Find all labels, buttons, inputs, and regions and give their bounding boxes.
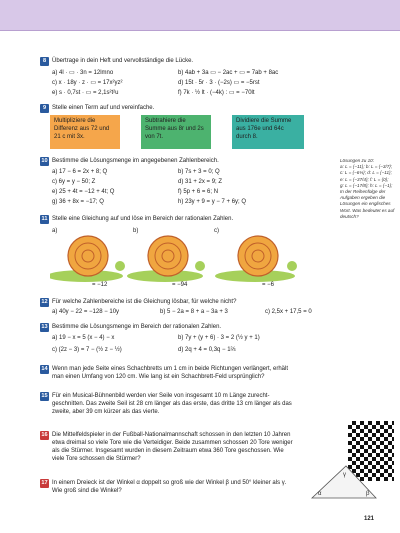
- exercise-8-item-b: b) 4ab + 3a ▭ − 2ac + ▭ = 7ab + 8ac: [178, 70, 279, 76]
- exercise-13-item-d: d) 2q + 4 = 0,3q − 1⅔: [178, 347, 236, 353]
- exercise-10-number: 10: [41, 158, 48, 164]
- exercise-8-number: 8: [40, 57, 49, 66]
- exercise-10-item-a: a) 17 − 6 = 2x + 8; Q: [52, 169, 108, 175]
- page-number: 121: [363, 515, 374, 522]
- exercise-9-title: Stelle einen Term auf und vereinfache.: [52, 105, 155, 111]
- angle-beta: β: [366, 491, 370, 497]
- exercise-13-number: 13: [41, 324, 48, 330]
- exercise-8-item-f: f) 7k · ½ lt · (−4k) : ▭ = −70lt: [178, 90, 255, 96]
- exercise-13-item-b: b) 7y + (y + 6) · 3 = 2 (½ y + 1): [178, 335, 260, 341]
- solutions-sidebox: [340, 158, 400, 220]
- snail-a-result: = −12: [92, 282, 108, 288]
- exercise-10-item-e: e) 25 + 4t = −12 + 4t; Q: [52, 189, 115, 195]
- exercise-9-number: 9: [40, 104, 49, 113]
- exercise-15-line: zweite, aber 39 cm kürzer als das vierte.: [52, 409, 160, 415]
- exercise-15-line: Für ein Musical-Bühnenbild werden vier Seile von insgesamt 10 m Länge zurecht-: [52, 393, 270, 399]
- exercise-10-item-g: g) 36 + 8x = −17; Q: [52, 199, 104, 205]
- exercise-17-number: 17: [41, 480, 48, 486]
- angle-alpha: α: [318, 491, 322, 497]
- term-card-2: Subtrahiere die Summe aus 8r und 2s von 7t.: [141, 115, 211, 149]
- angle-gamma: γ: [343, 472, 346, 478]
- exercise-8-item-d: d) 15t · 5r · 3 · (−2s) ▭ = −5rst: [178, 80, 260, 86]
- exercise-13-item-c: c) (2z − 3) = 7 − (½ z − ½): [52, 347, 122, 353]
- term-card-3: Dividiere die Summe aus 176e und 64c durch 8.: [232, 115, 304, 149]
- exercise-12-item-a: a) 40y − 22 = −128 − 10y: [52, 309, 120, 315]
- exercise-15-line: geschnitten. Das zweite Seil ist 28 cm länger als das erste, das dritte 13 cm länger als das: [52, 401, 292, 407]
- exercise-14-line: man einen Umfang von 120 cm. Wie lang ist ein Schachbrett-Feld ursprünglich?: [52, 374, 265, 380]
- exercise-17-line: Wie groß sind die Winkel?: [52, 488, 122, 494]
- top-band: [0, 0, 400, 30]
- exercise-8-title: Übertrage in dein Heft und vervollständige die Lücke.: [52, 58, 194, 64]
- snail-c: [215, 236, 297, 282]
- exercise-16-number: 16: [41, 432, 48, 438]
- exercise-10-item-b: b) 7s + 3 = 0; Q: [178, 169, 220, 175]
- exercise-16-line: als die Stürmer. Insgesamt wurden in diesem Zeitraum etwa 360 Tore geschossen. Wie: [52, 448, 284, 454]
- exercise-8-item-a: a) 4l · ▭ · 3n = 12lmno: [52, 70, 114, 76]
- exercise-10-item-d: d) 31 + 2x = 9; Z: [178, 179, 223, 185]
- sidebox-line: c: L = {−6⅓}; d: L = {−11};: [340, 170, 392, 176]
- exercise-8-item-e: e) s · 0,7st · ▭ = 2,1s²t²u: [52, 90, 119, 96]
- exercise-12-number: 12: [41, 299, 48, 305]
- sidebox-line: e: L = {−37/4}; f: L = {0};: [340, 176, 389, 182]
- exercise-13-title: Bestimme die Lösungsmenge im Bereich der rationalen Zahlen.: [52, 324, 222, 330]
- exercise-15-number: 15: [41, 393, 48, 399]
- snail-b: [127, 236, 205, 282]
- triangle-figure: [310, 462, 380, 502]
- exercise-10-item-c: c) 6y = y − 50; Z: [52, 179, 96, 185]
- sidebox-line: Lösungen zu 10:: [340, 158, 374, 163]
- top-band-line: [0, 30, 400, 31]
- exercise-14-line: Wenn man jede Seite eines Schachbretts um 1 cm in beide Richtungen verlängert, erhält: [52, 366, 289, 372]
- exercise-8-item-c: c) x · 18y · z · ▭ = 17x²yz²: [52, 80, 123, 86]
- snail-a: [50, 236, 125, 282]
- exercise-10-item-h: h) 23y + 9 = y − 7 + 6y; Q: [178, 199, 247, 205]
- exercise-13-item-a: a) 19 − x = 5 (x − 4) − x: [52, 335, 115, 341]
- sidebox-line: In der Reihenfolge der: [340, 188, 386, 194]
- sidebox-line: Aufgaben ergeben die: [340, 195, 386, 201]
- exercise-16-line: Die Mittelfeldspieler in der Fußball-Nationalmannschaft schossen in den letzten 10 Jahren: [52, 432, 291, 438]
- exercise-12-title: Für welche Zahlenbereiche ist die Gleichung lösbar, für welche nicht?: [52, 299, 237, 305]
- snail-label-c: c): [214, 228, 219, 234]
- exercise-11-number: 11: [41, 216, 48, 222]
- exercise-17-line: In einem Dreieck ist der Winkel α doppelt so groß wie der Winkel β und 50° kleiner als γ.: [52, 480, 287, 486]
- sidebox-line: Lösungen ein englisches: [340, 201, 391, 207]
- exercise-11-title: Stelle eine Gleichung auf und löse im Bereich der rationalen Zahlen.: [52, 216, 234, 222]
- snail-label-a: a): [52, 228, 58, 234]
- exercise-12-item-c: c) 2,5x + 17,5 = 0: [265, 309, 312, 315]
- sidebox-line: g: L = {−17/8}; h: L = {−1};: [340, 182, 393, 188]
- exercise-16-line: etwa dreimal so viele Tore wie die Verteidiger. Beide zusammen schossen 20 Tore weniger: [52, 440, 293, 446]
- snail-label-b: b): [133, 228, 139, 234]
- exercise-14-number: 14: [41, 366, 48, 372]
- exercise-10-item-f: f) 5p + 6 = 6; N: [178, 189, 219, 195]
- sidebox-line: deutsch?: [340, 213, 359, 219]
- sidebox-line: Wort. Was bedeutet es auf: [340, 207, 395, 213]
- sidebox-line: a: L = {−11}; b: L = {−3/7};: [340, 164, 393, 170]
- snail-b-result: = −94: [172, 282, 188, 288]
- snail-c-result: = −6: [262, 282, 275, 288]
- exercise-12-item-b: b) 5 − 2a = 8 + a − 3a + 3: [160, 309, 228, 315]
- exercise-16-line: viele Tore schossen die Stürmer?: [52, 456, 141, 462]
- exercise-10-title: Bestimme die Lösungsmenge im angegebenen Zahlenbereich.: [52, 158, 219, 164]
- term-card-1: Multipliziere die Differenz aus 72 und 21 c mit 3x.: [50, 115, 120, 149]
